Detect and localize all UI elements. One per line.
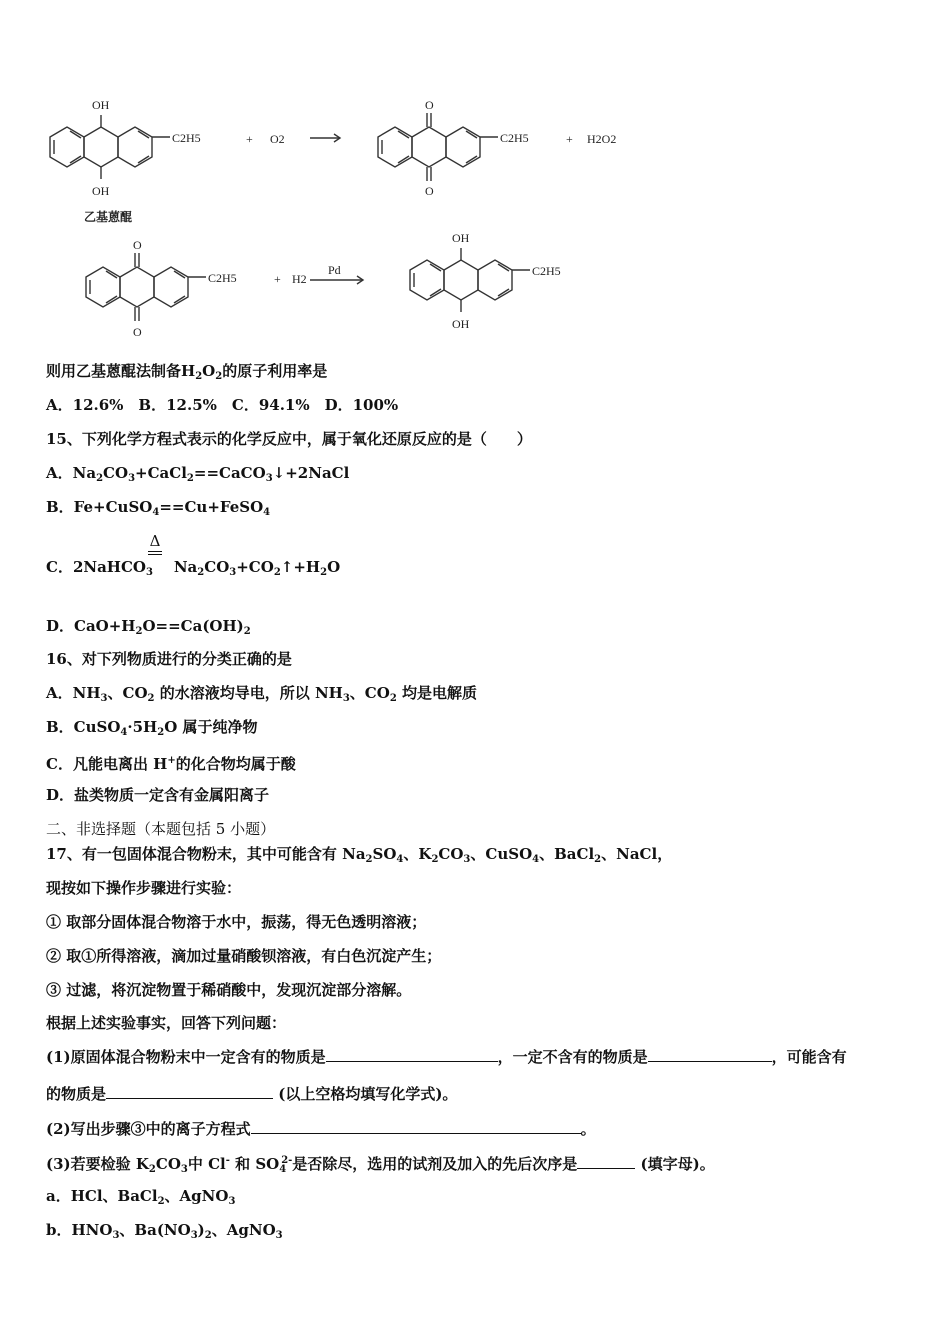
r1-caption: 乙基蒽醌 [84,210,133,224]
answer-blank-1[interactable] [326,1045,498,1062]
section-2-heading: 二、非选择题（本题包括 5 小题） [46,820,276,838]
q16-option-a: A．$NH_3$、$CO_2$ 的水溶液均导电，所以 $NH_3$、$CO_2$ 均是电解质 [46,684,478,704]
q17-option-a: a．HCl、BaCl$_2$、AgNO$_3$ [46,1187,236,1207]
reaction-1-diagram [40,95,640,230]
r1-oh-top: OH [92,98,110,112]
q16-option-d: D．盐类物质一定含有金属阳离子 [46,786,270,804]
r2-o-bottom: O [133,325,142,339]
r1-plus-1: + [246,132,253,146]
answer-blank-2[interactable] [648,1045,772,1062]
r1-h2o2: H2O2 [587,132,617,146]
r2-ethyl-right: C2H5 [532,264,561,278]
q17-part-1: (1)原固体混合物粉末中一定含有的物质是 ，一定不含有的物质是 ，可能含有 [46,1045,847,1067]
q17-intro: 现按如下操作步骤进行实验： [46,879,242,897]
q14-stem: 则用乙基蒽醌法制备$H_2O_2$的原子利用率是 [46,362,328,382]
answer-blank-5[interactable] [577,1152,635,1169]
q17-step-2: ② 取①所得溶液，滴加过量硝酸钡溶液，有白色沉淀产生； [46,947,442,965]
r2-plus: + [274,272,281,286]
q15-stem: 15、下列化学方程式表示的化学反应中，属于氧化还原反应的是（ ） [46,430,532,448]
r1-o-bottom: O [425,184,434,198]
r2-oh-bottom: OH [452,317,470,331]
q17-step-3: ③ 过滤，将沉淀物置于稀硝酸中，发现沉淀部分溶解。 [46,981,412,999]
q17-part-1-cont: 的物质是 (以上空格均填写化学式)。 [46,1082,457,1104]
r1-ethyl-left: C2H5 [172,131,201,145]
q17-part-3: (3)若要检验 $K_2CO_3$中 Cl- 和 $SO_4^{2-}$是否除尽，选用的试剂及加入的先后次序是 (填字母)。 [46,1151,715,1180]
answer-blank-4[interactable] [251,1117,581,1134]
q16-option-b: B．$CuSO_4\cdot 5H_2O$ 属于纯净物 [46,718,258,738]
r2-hydrogen: H2 [292,272,307,286]
r2-oh-top: OH [452,232,470,245]
q15-option-d: D．$CaO+H_2O==Ca(OH)_2$ [46,617,251,637]
r1-oh-bottom: OH [92,184,110,198]
q15-heat-symbol: Δ [148,531,162,555]
q15-option-a: A．$Na_2CO_3+CaCl_2==CaCO_3↓+2NaCl$ [46,464,350,484]
q17-step-1: ① 取部分固体混合物溶于水中，振荡，得无色透明溶液； [46,913,427,931]
r2-catalyst: Pd [328,263,341,277]
q14-options: A．12.6% B．12.5% C．94.1% D．100% [46,396,399,414]
r1-ethyl-right: C2H5 [500,131,529,145]
q16-stem: 16、对下列物质进行的分类正确的是 [46,650,292,668]
q16-option-c: C．凡能电离出 H+的化合物均属于酸 [46,755,296,773]
q17-part-2: (2)写出步骤③中的离子方程式 。 [46,1117,596,1139]
r1-o-top: O [425,98,434,112]
reaction-2-diagram [78,232,608,344]
answer-blank-3[interactable] [106,1082,273,1099]
r1-plus-2: + [566,132,573,146]
q15-option-c: C．2NaHCO$_3$ $Na_2CO_3+CO_2↑+H_2O$ [46,558,341,578]
r2-ethyl-left: C2H5 [208,271,237,285]
q17-stem: 17、有一包固体混合物粉末，其中可能含有 $Na_2SO_4$、$K_2CO_3$、CuSO$_4$、BaCl$_2$、NaCl， [46,845,673,865]
r1-oxygen: O2 [270,132,285,146]
r2-o-top: O [133,238,142,252]
q17-ask: 根据上述实验事实，回答下列问题： [46,1014,287,1032]
q17-option-b: b．$HNO_3$、$Ba(NO_3)_2$、AgNO$_3$ [46,1221,283,1241]
q15-option-b: B．Fe+CuSO$_4$==Cu+FeSO$_4$ [46,498,271,518]
